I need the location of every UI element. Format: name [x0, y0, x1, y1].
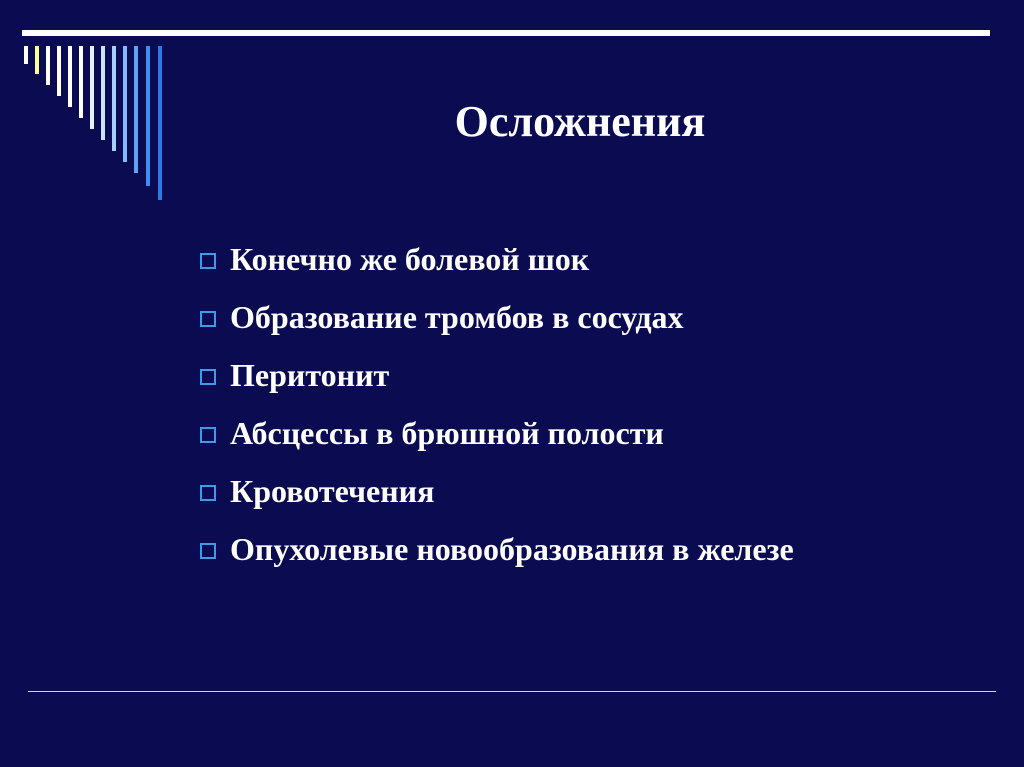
bullet-text: Кровотечения: [230, 472, 435, 509]
hollow-square-icon: [200, 485, 216, 501]
bullet-item: [200, 346, 794, 404]
bullet-text: Опухолевые новообразования в железе: [230, 530, 794, 567]
bullet-item: [200, 520, 794, 578]
bullet-text: Образование тромбов в сосудах: [230, 298, 684, 335]
hollow-square-icon: [200, 311, 216, 327]
hollow-square-icon: [200, 543, 216, 559]
slide-title: Осложнения: [454, 97, 706, 146]
bullet-item: [200, 288, 794, 346]
bullet-text: Конечно же болевой шок: [230, 240, 590, 277]
bullet-item: [200, 404, 794, 462]
bottom-divider: [28, 691, 996, 692]
bullet-item: [200, 230, 794, 288]
hollow-square-icon: [200, 427, 216, 443]
hollow-square-icon: [200, 369, 216, 385]
bullet-item: [200, 462, 794, 520]
bullet-text: Абсцессы в брюшной полости: [230, 414, 664, 451]
bullet-text: Перитонит: [230, 356, 390, 393]
bullet-list: [200, 230, 794, 578]
hollow-square-icon: [200, 253, 216, 269]
